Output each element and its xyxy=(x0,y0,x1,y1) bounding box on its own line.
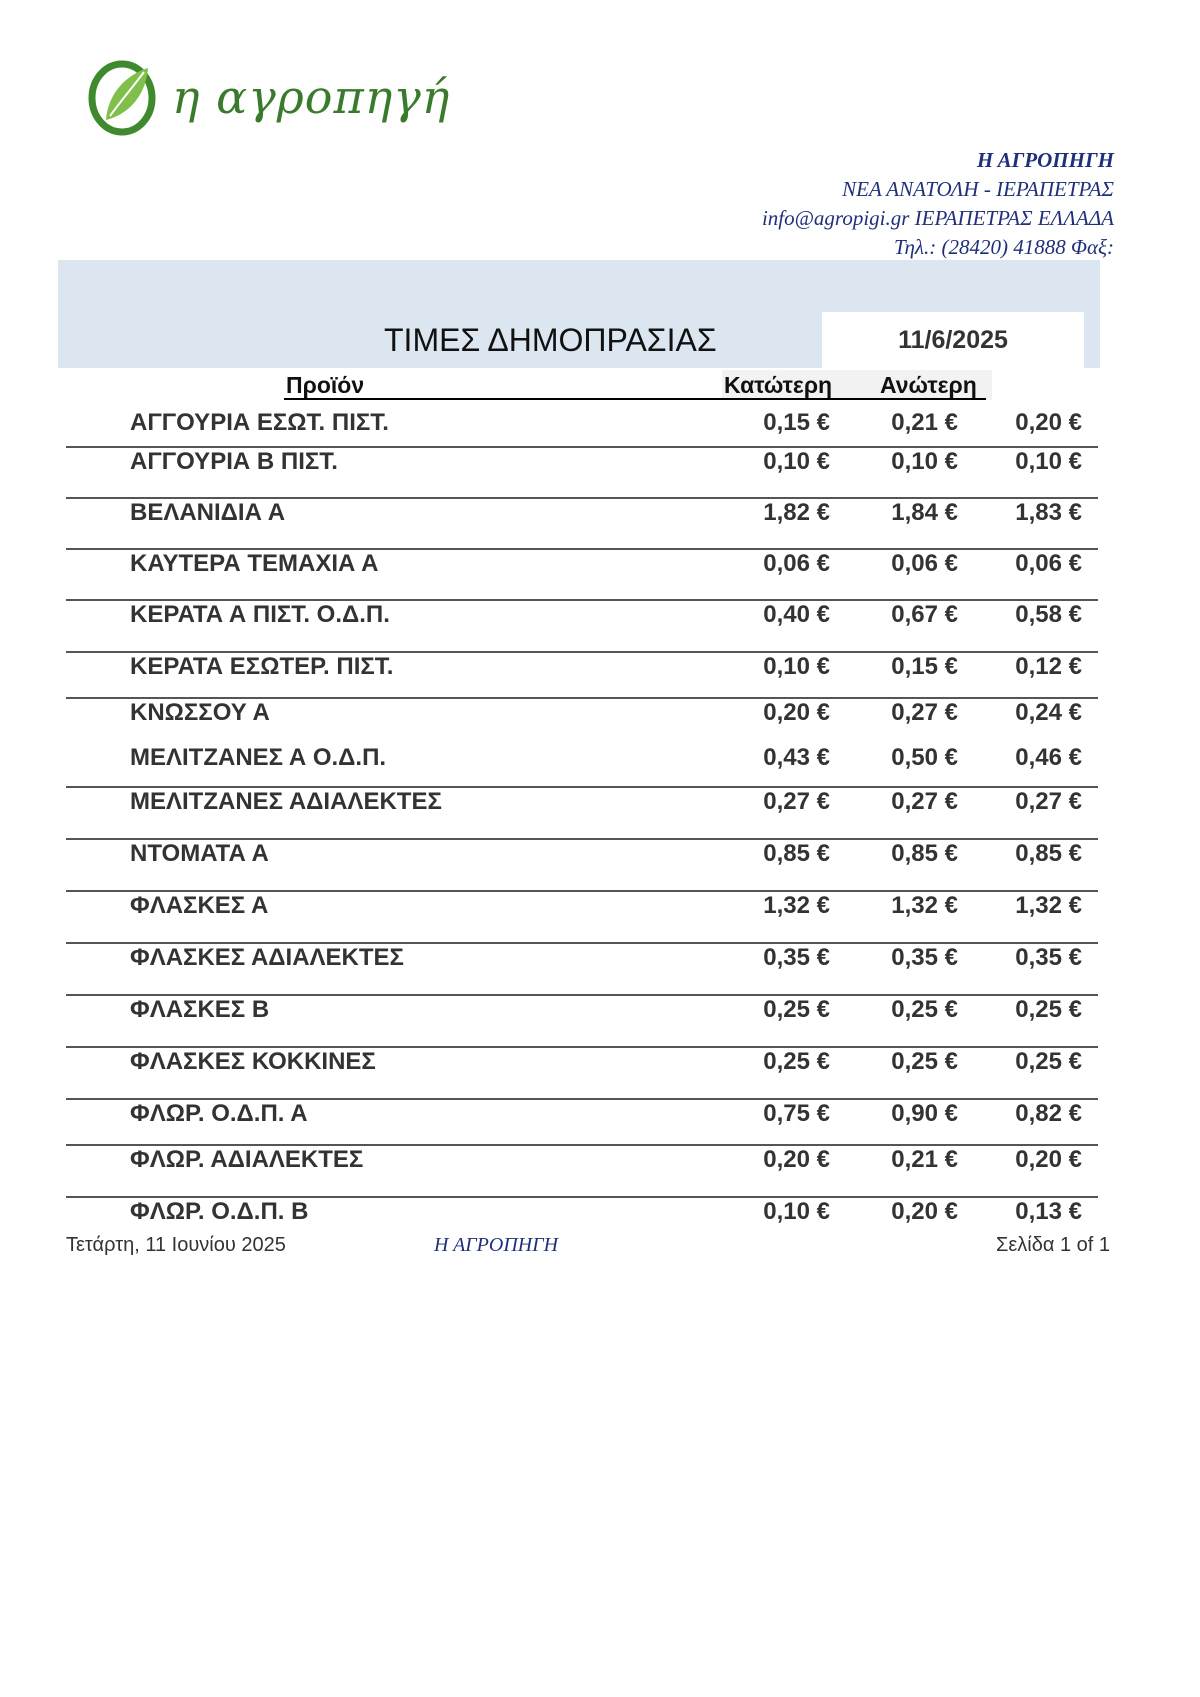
product-name: ΑΓΓΟΥΡΙΑ Β ΠΙΣΤ. xyxy=(130,448,338,475)
min-price: 0,35 € xyxy=(763,944,830,971)
product-name: ΚΝΩΣΣΟΥ Α xyxy=(130,699,270,726)
leaf-icon xyxy=(84,58,164,138)
table-row xyxy=(0,990,1200,1030)
max-price: 0,21 € xyxy=(891,409,958,436)
product-name: ΦΛΑΣΚΕΣ Β xyxy=(130,996,270,1023)
product-name: ΚΑΥΤΕΡΑ ΤΕΜΑΧΙΑ Α xyxy=(130,550,379,577)
max-price: 0,10 € xyxy=(891,448,958,475)
min-price: 0,25 € xyxy=(763,996,830,1023)
product-name: ΜΕΛΙΤΖΑΝΕΣ ΑΔΙΑΛΕΚΤΕΣ xyxy=(130,788,442,815)
min-price: 0,10 € xyxy=(763,448,830,475)
avg-price: 0,24 € xyxy=(1015,699,1082,726)
min-price: 1,32 € xyxy=(763,892,830,919)
product-name: ΝΤΟΜΑΤΑ Α xyxy=(130,840,269,867)
table-row xyxy=(0,442,1200,482)
product-name: ΦΛΑΣΚΕΣ Α xyxy=(130,892,269,919)
avg-price: 0,58 € xyxy=(1015,601,1082,628)
avg-price: 0,27 € xyxy=(1015,788,1082,815)
table-row xyxy=(0,544,1200,584)
min-price: 0,25 € xyxy=(763,1048,830,1075)
max-price: 0,25 € xyxy=(891,1048,958,1075)
footer-date: Τετάρτη, 11 Ιουνίου 2025 xyxy=(66,1234,286,1256)
avg-price: 0,25 € xyxy=(1015,996,1082,1023)
column-header-max: Ανώτερη xyxy=(880,372,977,398)
company-phone: Τηλ.: (28420) 41888 Φαξ: xyxy=(893,235,1114,259)
avg-price: 0,46 € xyxy=(1015,744,1082,771)
max-price: 0,85 € xyxy=(891,840,958,867)
min-price: 0,20 € xyxy=(763,1146,830,1173)
max-price: 0,27 € xyxy=(891,699,958,726)
table-row xyxy=(0,693,1200,733)
avg-price: 1,83 € xyxy=(1015,499,1082,526)
product-name: ΦΛΩΡ. Ο.Δ.Π. Α xyxy=(130,1100,308,1127)
min-price: 0,15 € xyxy=(763,409,830,436)
avg-price: 0,12 € xyxy=(1015,653,1082,680)
product-name: ΚΕΡΑΤΑ Α ΠΙΣΤ. Ο.Δ.Π. xyxy=(130,601,390,628)
company-info xyxy=(762,146,1114,262)
company-logo xyxy=(84,52,451,148)
max-price: 0,20 € xyxy=(891,1198,958,1225)
min-price: 0,06 € xyxy=(763,550,830,577)
max-price: 1,32 € xyxy=(891,892,958,919)
min-price: 1,82 € xyxy=(763,499,830,526)
report-title: ΤΙΜΕΣ ΔΗΜΟΠΡΑΣΙΑΣ xyxy=(384,322,717,358)
table-row xyxy=(0,738,1200,778)
max-price: 0,15 € xyxy=(891,653,958,680)
product-name: ΦΛΑΣΚΕΣ ΚΟΚΚΙΝΕΣ xyxy=(130,1048,376,1075)
table-row xyxy=(0,1042,1200,1082)
column-header-min: Κατώτερη xyxy=(724,372,833,398)
avg-price: 0,06 € xyxy=(1015,550,1082,577)
company-address: ΝΕΑ ΑΝΑΤΟΛΗ - ΙΕΡΑΠΕΤΡΑΣ xyxy=(842,177,1114,201)
avg-price: 0,13 € xyxy=(1015,1198,1082,1225)
min-price: 0,20 € xyxy=(763,699,830,726)
max-price: 0,35 € xyxy=(891,944,958,971)
table-row xyxy=(0,493,1200,533)
table-row xyxy=(0,647,1200,687)
avg-price: 0,10 € xyxy=(1015,448,1082,475)
product-name: ΒΕΛΑΝΙΔΙΑ Α xyxy=(130,499,286,526)
table-row xyxy=(0,1094,1200,1134)
min-price: 0,10 € xyxy=(763,653,830,680)
header-underline xyxy=(284,398,986,400)
min-price: 0,40 € xyxy=(763,601,830,628)
avg-price: 0,25 € xyxy=(1015,1048,1082,1075)
product-name: ΦΛΑΣΚΕΣ ΑΔΙΑΛΕΚΤΕΣ xyxy=(130,944,404,971)
avg-price: 0,20 € xyxy=(1015,1146,1082,1173)
avg-price: 0,35 € xyxy=(1015,944,1082,971)
avg-price: 0,82 € xyxy=(1015,1100,1082,1127)
avg-price: 0,20 € xyxy=(1015,409,1082,436)
min-price: 0,27 € xyxy=(763,788,830,815)
product-name: ΦΛΩΡ. Ο.Δ.Π. Β xyxy=(130,1198,309,1225)
max-price: 0,27 € xyxy=(891,788,958,815)
table-row xyxy=(0,595,1200,635)
avg-price: 0,85 € xyxy=(1015,840,1082,867)
table-row xyxy=(0,1140,1200,1180)
product-name: ΑΓΓΟΥΡΙΑ ΕΣΩΤ. ΠΙΣΤ. xyxy=(130,409,389,436)
table-row xyxy=(0,1192,1200,1232)
table-row xyxy=(0,886,1200,926)
column-header-product: Προϊόν xyxy=(286,372,365,398)
footer-page-number: Σελίδα 1 of 1 xyxy=(995,1234,1110,1256)
min-price: 0,43 € xyxy=(763,744,830,771)
min-price: 0,10 € xyxy=(763,1198,830,1225)
footer-company: Η ΑΓΡΟΠΗΓΗ xyxy=(434,1234,559,1256)
company-email: info@agropigi.gr ΙΕΡΑΠΕΤΡΑΣ ΕΛΛΑΔΑ xyxy=(761,206,1114,230)
table-row xyxy=(0,782,1200,822)
table-row xyxy=(0,938,1200,978)
max-price: 0,25 € xyxy=(891,996,958,1023)
max-price: 0,06 € xyxy=(891,550,958,577)
max-price: 0,50 € xyxy=(891,744,958,771)
logo-text: η αγροπηγή xyxy=(172,70,451,124)
avg-price: 1,32 € xyxy=(1015,892,1082,919)
table-row xyxy=(0,834,1200,874)
company-name: Η ΑΓΡΟΠΗΓΗ xyxy=(976,148,1114,172)
table-row xyxy=(0,403,1200,443)
product-name: ΦΛΩΡ. ΑΔΙΑΛΕΚΤΕΣ xyxy=(130,1146,364,1173)
max-price: 0,21 € xyxy=(891,1146,958,1173)
min-price: 0,85 € xyxy=(763,840,830,867)
max-price: 0,90 € xyxy=(891,1100,958,1127)
product-name: ΜΕΛΙΤΖΑΝΕΣ Α Ο.Δ.Π. xyxy=(130,744,387,771)
report-date: 11/6/2025 xyxy=(822,312,1084,368)
min-price: 0,75 € xyxy=(763,1100,830,1127)
product-name: ΚΕΡΑΤΑ ΕΣΩΤΕΡ. ΠΙΣΤ. xyxy=(130,653,394,680)
max-price: 0,67 € xyxy=(891,601,958,628)
max-price: 1,84 € xyxy=(891,499,958,526)
